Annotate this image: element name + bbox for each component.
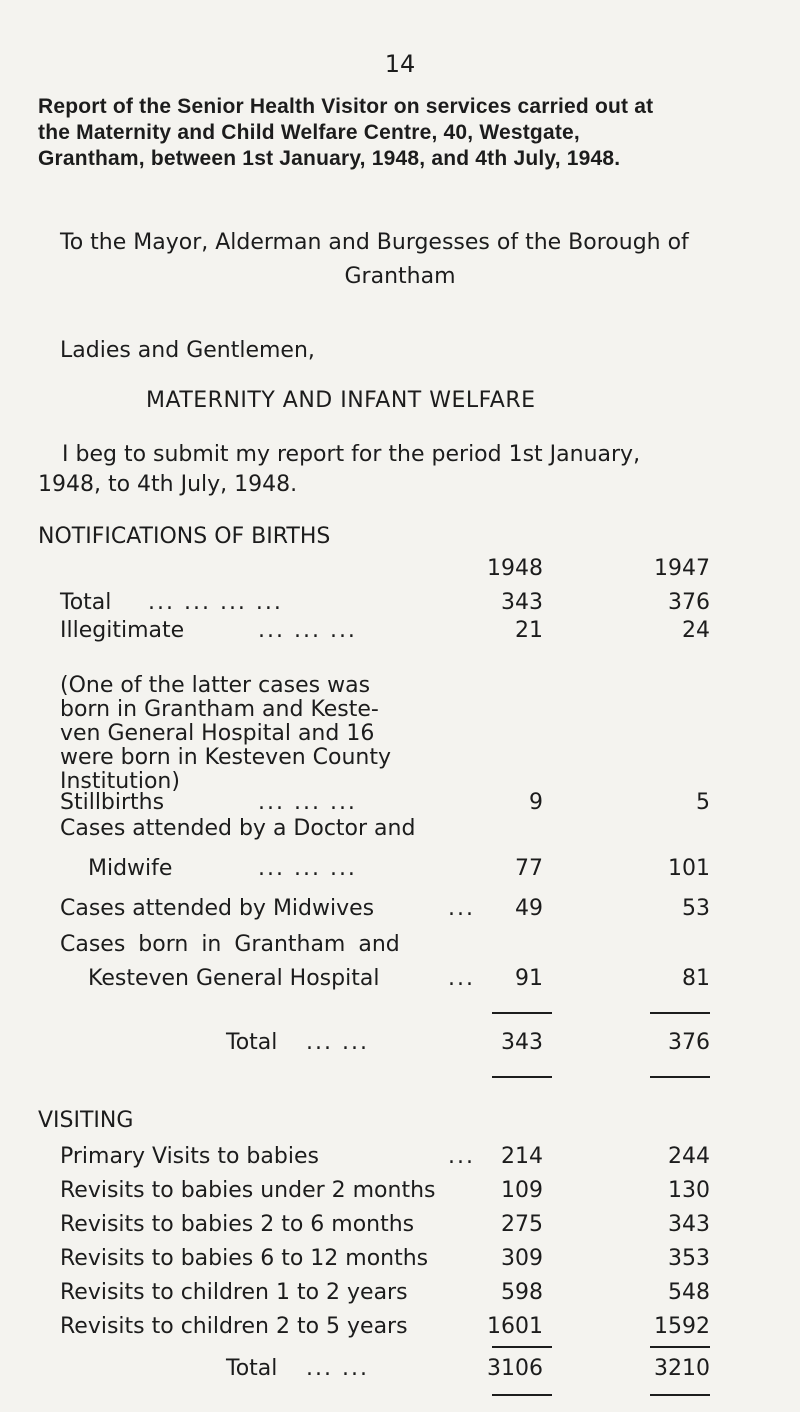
row-value-1947: 5: [696, 790, 710, 815]
visiting-heading: VISITING: [38, 1108, 134, 1133]
row-value-1947: 130: [668, 1178, 710, 1203]
row-label: Illegitimate: [60, 618, 185, 643]
total-value-1948: 343: [501, 1030, 543, 1055]
table-row: [0, 1314, 800, 1344]
table-row: [0, 856, 800, 886]
row-label: Stillbirths: [60, 790, 165, 815]
table-row: [0, 590, 800, 620]
row-value-1948: 343: [501, 590, 543, 615]
address-line: Grantham: [344, 264, 456, 289]
row-value-1948: 21: [515, 618, 543, 643]
row-value-1947: 101: [668, 856, 710, 881]
row-value-1947: 53: [682, 896, 710, 921]
row-label: Total: [60, 590, 112, 615]
row-value-1947: 353: [668, 1246, 710, 1271]
column-header-1947: 1947: [654, 556, 710, 581]
column-header-1948: 1948: [487, 556, 543, 581]
row-leader: ...: [448, 966, 475, 991]
row-label: Revisits to babies 6 to 12 months: [60, 1246, 429, 1271]
table-row: [0, 1144, 800, 1174]
note-line: born in Grantham and Keste-: [60, 697, 379, 722]
rule: [650, 1012, 710, 1014]
rule: [650, 1076, 710, 1078]
table-row: [0, 1280, 800, 1310]
row-label: Kesteven General Hospital: [88, 966, 380, 991]
report-title-line: Grantham, between 1st January, 1948, and 4th July, 1948.: [38, 147, 621, 170]
note-line: were born in Kesteven County: [60, 745, 392, 770]
rule: [650, 1346, 710, 1348]
total-label: Total: [226, 1356, 278, 1381]
row-value-1947: 548: [668, 1280, 710, 1305]
row-value-1948: 309: [501, 1246, 543, 1271]
row-leader: ... ... ...: [258, 790, 357, 815]
row-value-1948: 1601: [487, 1314, 543, 1339]
row-label: Revisits to children 2 to 5 years: [60, 1314, 408, 1339]
table-row: [0, 1178, 800, 1208]
note-line: (One of the latter cases was: [60, 673, 371, 698]
report-title-line: the Maternity and Child Welfare Centre, 40, Westgate,: [38, 121, 580, 144]
total-value-1947: 376: [668, 1030, 710, 1055]
address-block: [60, 226, 740, 294]
rule: [492, 1394, 552, 1396]
row-label: Cases born in Grantham and: [60, 932, 400, 957]
table-row: [0, 1246, 800, 1276]
row-label: Primary Visits to babies: [60, 1144, 319, 1169]
total-label: Total: [226, 1030, 278, 1055]
intro-line: 1948, to 4th July, 1948.: [38, 472, 298, 497]
row-label: Cases attended by Midwives: [60, 896, 375, 921]
row-value-1948: 77: [515, 856, 543, 881]
row-value-1948: 9: [529, 790, 543, 815]
table-row: [0, 966, 800, 996]
report-title-line: Report of the Senior Health Visitor on services carried out at: [38, 95, 654, 118]
table-row: [0, 816, 800, 846]
births-heading: NOTIFICATIONS OF BIRTHS: [38, 524, 331, 549]
row-label: Revisits to babies 2 to 6 months: [60, 1212, 415, 1237]
row-leader: ...: [448, 896, 475, 921]
row-value-1947: 244: [668, 1144, 710, 1169]
row-label: Revisits to children 1 to 2 years: [60, 1280, 408, 1305]
illegitimate-note: [60, 674, 480, 794]
row-value-1948: 214: [501, 1144, 543, 1169]
births-total-row: [0, 1030, 800, 1060]
report-title: [38, 94, 766, 172]
row-leader: ...: [448, 1144, 475, 1169]
row-value-1947: 343: [668, 1212, 710, 1237]
row-value-1948: 91: [515, 966, 543, 991]
row-leader: ... ... ...: [258, 856, 357, 881]
rule: [492, 1012, 552, 1014]
row-value-1948: 598: [501, 1280, 543, 1305]
row-leader: ... ... ...: [258, 618, 357, 643]
row-value-1948: 109: [501, 1178, 543, 1203]
visiting-total-row: [0, 1356, 800, 1386]
row-value-1947: 24: [682, 618, 710, 643]
row-leader: ... ... ... ...: [148, 590, 283, 615]
row-label: Midwife: [88, 856, 173, 881]
section-title: MATERNITY AND INFANT WELFARE: [146, 388, 536, 413]
note-line: ven General Hospital and 16: [60, 721, 375, 746]
total-value-1947: 3210: [654, 1356, 710, 1381]
address-line: To the Mayor, Alderman and Burgesses of the Borough of: [60, 230, 689, 255]
note-line: Institution): [60, 769, 180, 794]
table-row: [0, 896, 800, 926]
intro-line: I beg to submit my report for the period 1st January,: [62, 442, 641, 467]
table-row: [0, 932, 800, 962]
rule: [650, 1394, 710, 1396]
page-number: 14: [384, 50, 416, 78]
row-value-1947: 376: [668, 590, 710, 615]
salutation: Ladies and Gentlemen,: [60, 338, 315, 363]
row-value-1947: 81: [682, 966, 710, 991]
intro-paragraph: [38, 440, 778, 500]
rule: [492, 1076, 552, 1078]
row-leader: ... ...: [306, 1356, 369, 1381]
row-value-1948: 275: [501, 1212, 543, 1237]
total-value-1948: 3106: [487, 1356, 543, 1381]
row-value-1948: 49: [515, 896, 543, 921]
row-label: Cases attended by a Doctor and: [60, 816, 416, 841]
table-row: [0, 1212, 800, 1242]
row-label: Revisits to babies under 2 months: [60, 1178, 436, 1203]
row-value-1947: 1592: [654, 1314, 710, 1339]
rule: [492, 1346, 552, 1348]
births-column-headers: [0, 556, 800, 586]
table-row: [0, 618, 800, 648]
row-leader: ... ...: [306, 1030, 369, 1055]
